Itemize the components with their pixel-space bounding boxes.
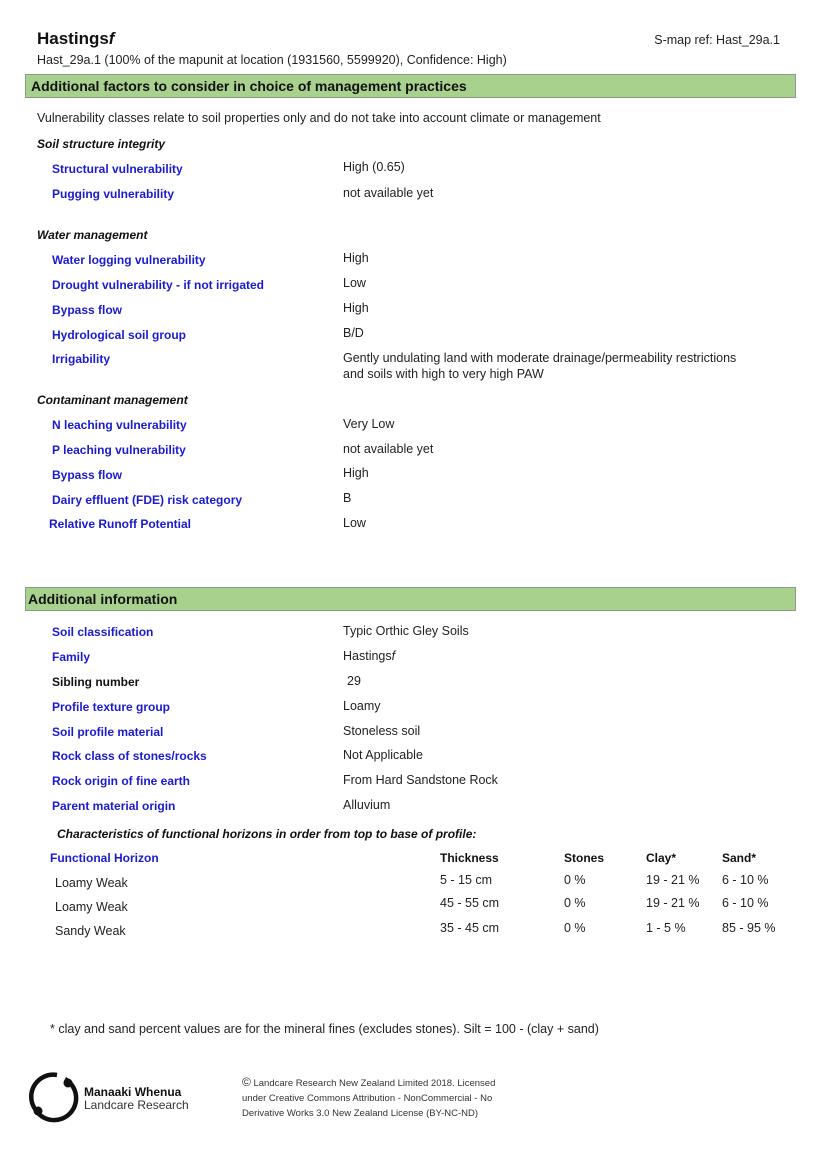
logo-dot-top	[64, 1079, 73, 1088]
value-irrigability-line1: Gently undulating land with moderate drainage/permeability restrictions	[343, 351, 737, 365]
section-header-management	[25, 74, 796, 98]
value-p-leaching: not available yet	[343, 442, 434, 456]
page-title	[37, 29, 114, 49]
label-parent-material: Parent material origin	[52, 799, 176, 813]
label-soil-classification: Soil classification	[52, 625, 154, 639]
value-drought-vulnerability: Low	[343, 276, 366, 290]
value-rock-class: Not Applicable	[343, 748, 423, 762]
label-hydrological-soil-group: Hydrological soil group	[52, 328, 187, 342]
value-parent-material: Alluvium	[343, 798, 391, 812]
cell-thickness: 45 - 55 cm	[440, 896, 500, 910]
value-profile-texture: Loamy	[343, 699, 381, 713]
cell-clay: 19 - 21 %	[646, 873, 700, 887]
value-soil-profile-material: Stoneless soil	[343, 724, 421, 738]
copyright-line-3: Derivative Works 3.0 New Zealand License (BY-NC-ND)	[242, 1108, 478, 1119]
label-drought-vulnerability: Drought vulnerability - if not irrigated	[52, 278, 265, 292]
smap-reference: S-map ref: Hast_29a.1	[654, 33, 780, 47]
clay-sand-footnote: * clay and sand percent values are for the mineral fines (excludes stones). Silt = 100 - (clay + sand)	[50, 1022, 599, 1036]
label-p-leaching: P leaching vulnerability	[52, 443, 186, 457]
logo-dot-bottom	[34, 1107, 43, 1116]
cell-thickness: 5 - 15 cm	[440, 873, 493, 887]
cell-clay: 1 - 5 %	[646, 921, 686, 935]
value-bypass-flow-contaminant: High	[343, 466, 369, 480]
value-family-main: Hastings	[343, 649, 392, 663]
cell-sand: 6 - 10 %	[722, 873, 769, 887]
cell-clay: 19 - 21 %	[646, 896, 700, 910]
value-dairy-effluent: B	[343, 491, 352, 505]
value-family	[343, 648, 395, 664]
value-pugging-vulnerability: not available yet	[343, 186, 434, 200]
cell-stones: 0 %	[564, 896, 586, 910]
section-title: Additional factors to consider in choice of management practices	[31, 78, 467, 94]
copyright-line-2: under Creative Commons Attribution - NonCommercial - No	[242, 1093, 493, 1104]
value-hydrological-soil-group: B/D	[343, 326, 364, 340]
value-family-suffix: f	[391, 649, 396, 663]
value-irrigability-line2: and soils with high to very high PAW	[343, 367, 544, 381]
label-family: Family	[52, 650, 91, 664]
label-relative-runoff: Relative Runoff Potential	[49, 517, 192, 531]
value-water-logging: High	[343, 251, 369, 265]
label-soil-profile-material: Soil profile material	[52, 725, 164, 739]
value-soil-classification: Typic Orthic Gley Soils	[343, 624, 469, 638]
table-header-clay: Clay*	[646, 851, 677, 865]
title-main: Hastings	[37, 29, 109, 48]
table-header-thickness: Thickness	[440, 851, 499, 865]
copyright-notice	[242, 1075, 532, 1121]
label-irrigability: Irrigability	[52, 352, 111, 366]
logo-text-english: Landcare Research	[84, 1098, 189, 1112]
value-relative-runoff: Low	[343, 516, 366, 530]
label-bypass-flow-water: Bypass flow	[52, 303, 123, 317]
table-header-functional-horizon: Functional Horizon	[50, 851, 159, 865]
copyright-line-1	[242, 1075, 532, 1091]
cell-stones: 0 %	[564, 921, 586, 935]
value-bypass-flow-water: High	[343, 301, 369, 315]
label-rock-origin: Rock origin of fine earth	[52, 774, 191, 788]
value-rock-origin: From Hard Sandstone Rock	[343, 773, 498, 787]
cell-sand: 6 - 10 %	[722, 896, 769, 910]
section-title: Additional information	[28, 591, 178, 607]
page-subtitle: Hast_29a.1 (100% of the mapunit at location (1931560, 5599920), Confidence: High)	[37, 53, 507, 67]
cell-horizon: Loamy Weak	[55, 900, 128, 914]
label-structural-vulnerability: Structural vulnerability	[52, 162, 183, 176]
logo-arc-left	[31, 1075, 57, 1109]
table-header-stones: Stones	[564, 851, 605, 865]
cell-thickness: 35 - 45 cm	[440, 921, 500, 935]
label-sibling-number: Sibling number	[52, 675, 140, 689]
group-heading-water-management: Water management	[37, 228, 148, 242]
value-structural-vulnerability: High (0.65)	[343, 160, 405, 174]
label-n-leaching: N leaching vulnerability	[52, 418, 187, 432]
label-bypass-flow-contaminant: Bypass flow	[52, 468, 123, 482]
manaaki-whenua-logo-icon	[27, 1071, 79, 1123]
value-n-leaching: Very Low	[343, 417, 395, 431]
title-suffix: f	[108, 29, 115, 48]
label-dairy-effluent: Dairy effluent (FDE) risk category	[52, 493, 243, 507]
cell-stones: 0 %	[564, 873, 586, 887]
section-header-additional-info	[25, 587, 796, 611]
label-pugging-vulnerability: Pugging vulnerability	[52, 187, 175, 201]
label-water-logging: Water logging vulnerability	[52, 253, 206, 267]
cell-horizon: Loamy Weak	[55, 876, 128, 890]
label-profile-texture: Profile texture group	[52, 700, 171, 714]
group-heading-contaminant-management: Contaminant management	[37, 393, 188, 407]
horizons-caption: Characteristics of functional horizons in order from top to base of profile:	[57, 827, 477, 841]
table-header-sand: Sand*	[722, 851, 757, 865]
copyright-text-1: Landcare Research New Zealand Limited 2018. Licensed	[253, 1078, 496, 1089]
cell-sand: 85 - 95 %	[722, 921, 776, 935]
vulnerability-note: Vulnerability classes relate to soil properties only and do not take into account climate or management	[37, 111, 601, 125]
logo-text-maori: Manaaki Whenua	[84, 1085, 182, 1099]
label-rock-class: Rock class of stones/rocks	[52, 749, 207, 763]
copyright-symbol-icon: ©	[242, 1075, 251, 1089]
value-sibling-number: 29	[347, 674, 361, 688]
value-irrigability	[343, 350, 736, 382]
group-heading-soil-structure: Soil structure integrity	[37, 137, 166, 151]
cell-horizon: Sandy Weak	[55, 924, 126, 938]
